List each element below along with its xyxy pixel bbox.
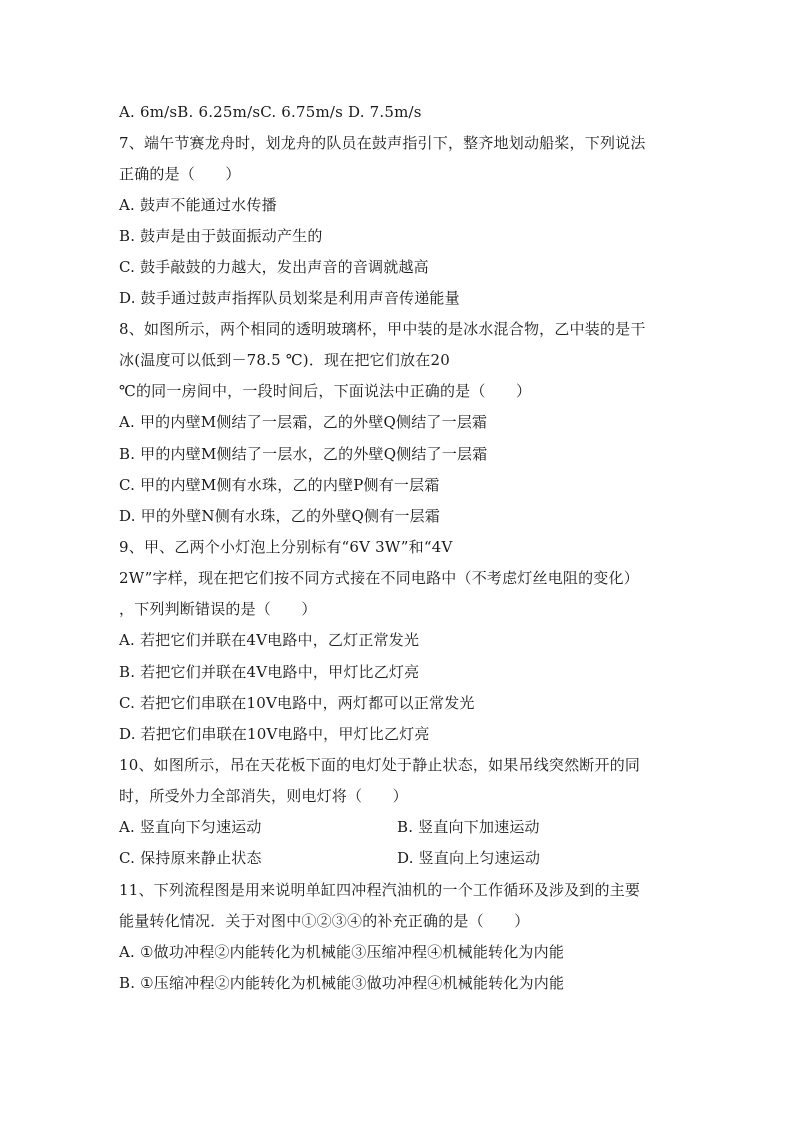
q9-stem-line3: ，下列判断错误的是（ ） xyxy=(119,600,317,618)
q8-option-c: C. 甲的内壁M侧有水珠，乙的内壁P侧有一层霜 xyxy=(119,476,440,494)
q9-option-b: B. 若把它们并联在4V电路中，甲灯比乙灯亮 xyxy=(119,663,420,681)
q10-stem-line2: 时，所受外力全部消失，则电灯将（ ） xyxy=(119,787,408,805)
q9-option-c: C. 若把它们串联在10V电路中，两灯都可以正常发光 xyxy=(119,694,475,712)
q7-option-b: B. 鼓声是由于鼓面振动产生的 xyxy=(119,227,323,245)
q7-stem-line1: 7、端午节赛龙舟时，划龙舟的队员在鼓声指引下，整齐地划动船桨，下列说法 xyxy=(119,134,646,152)
q11-stem-line1: 11、下列流程图是用来说明单缸四冲程汽油机的一个工作循环及涉及到的主要 xyxy=(119,881,641,899)
q9-stem-line1: 9、甲、乙两个小灯泡上分别标有“6V 3W”和“4V xyxy=(119,538,453,556)
q8-option-d: D. 甲的外壁N侧有水珠，乙的外壁Q侧有一层霜 xyxy=(119,507,441,525)
q9-option-d: D. 若把它们串联在10V电路中，甲灯比乙灯亮 xyxy=(119,725,430,743)
q11-option-b: B. ①压缩冲程②内能转化为机械能③做功冲程④机械能转化为内能 xyxy=(119,974,565,992)
q8-option-b: B. 甲的内壁M侧结了一层水，乙的外壁Q侧结了一层霜 xyxy=(119,445,488,463)
q7-option-d: D. 鼓手通过鼓声指挥队员划桨是利用声音传递能量 xyxy=(119,289,460,307)
q8-stem-line2: 冰(温度可以低到－78.5 ℃)．现在把它们放在20 xyxy=(119,351,450,369)
q10-option-a: A. 竖直向下匀速运动 xyxy=(119,818,262,836)
q10-stem-line1: 10、如图所示，吊在天花板下面的电灯处于静止状态，如果吊线突然断开的同 xyxy=(119,756,641,774)
q10-option-c: C. 保持原来静止状态 xyxy=(119,849,262,867)
q11-option-a: A. ①做功冲程②内能转化为机械能③压缩冲程④机械能转化为内能 xyxy=(119,943,565,961)
q6-options: A. 6m/sB. 6.25m/sC. 6.75m/s D. 7.5m/s xyxy=(119,103,422,121)
q9-stem-line2: 2W”字样，现在把它们按不同方式接在不同电路中（不考虑灯丝电阻的变化） xyxy=(119,569,639,587)
q8-stem-line3: ℃的同一房间中，一段时间后，下面说法中正确的是（ ） xyxy=(119,382,532,400)
q7-stem-line2: 正确的是（ ） xyxy=(119,165,241,183)
q10-option-d: D. 竖直向上匀速运动 xyxy=(397,849,541,867)
q8-stem-line1: 8、如图所示，两个相同的透明玻璃杯，甲中装的是冰水混合物，乙中装的是干 xyxy=(119,320,646,338)
q9-option-a: A. 若把它们并联在4V电路中，乙灯正常发光 xyxy=(119,631,420,649)
q8-option-a: A. 甲的内壁M侧结了一层霜，乙的外壁Q侧结了一层霜 xyxy=(119,413,488,431)
q7-option-a: A. 鼓声不能通过水传播 xyxy=(119,196,277,214)
q7-option-c: C. 鼓手敲鼓的力越大，发出声音的音调就越高 xyxy=(119,258,429,276)
q11-stem-line2: 能量转化情况．关于对图中①②③④的补充正确的是（ ） xyxy=(119,912,530,930)
q10-option-b: B. 竖直向下加速运动 xyxy=(397,818,540,836)
